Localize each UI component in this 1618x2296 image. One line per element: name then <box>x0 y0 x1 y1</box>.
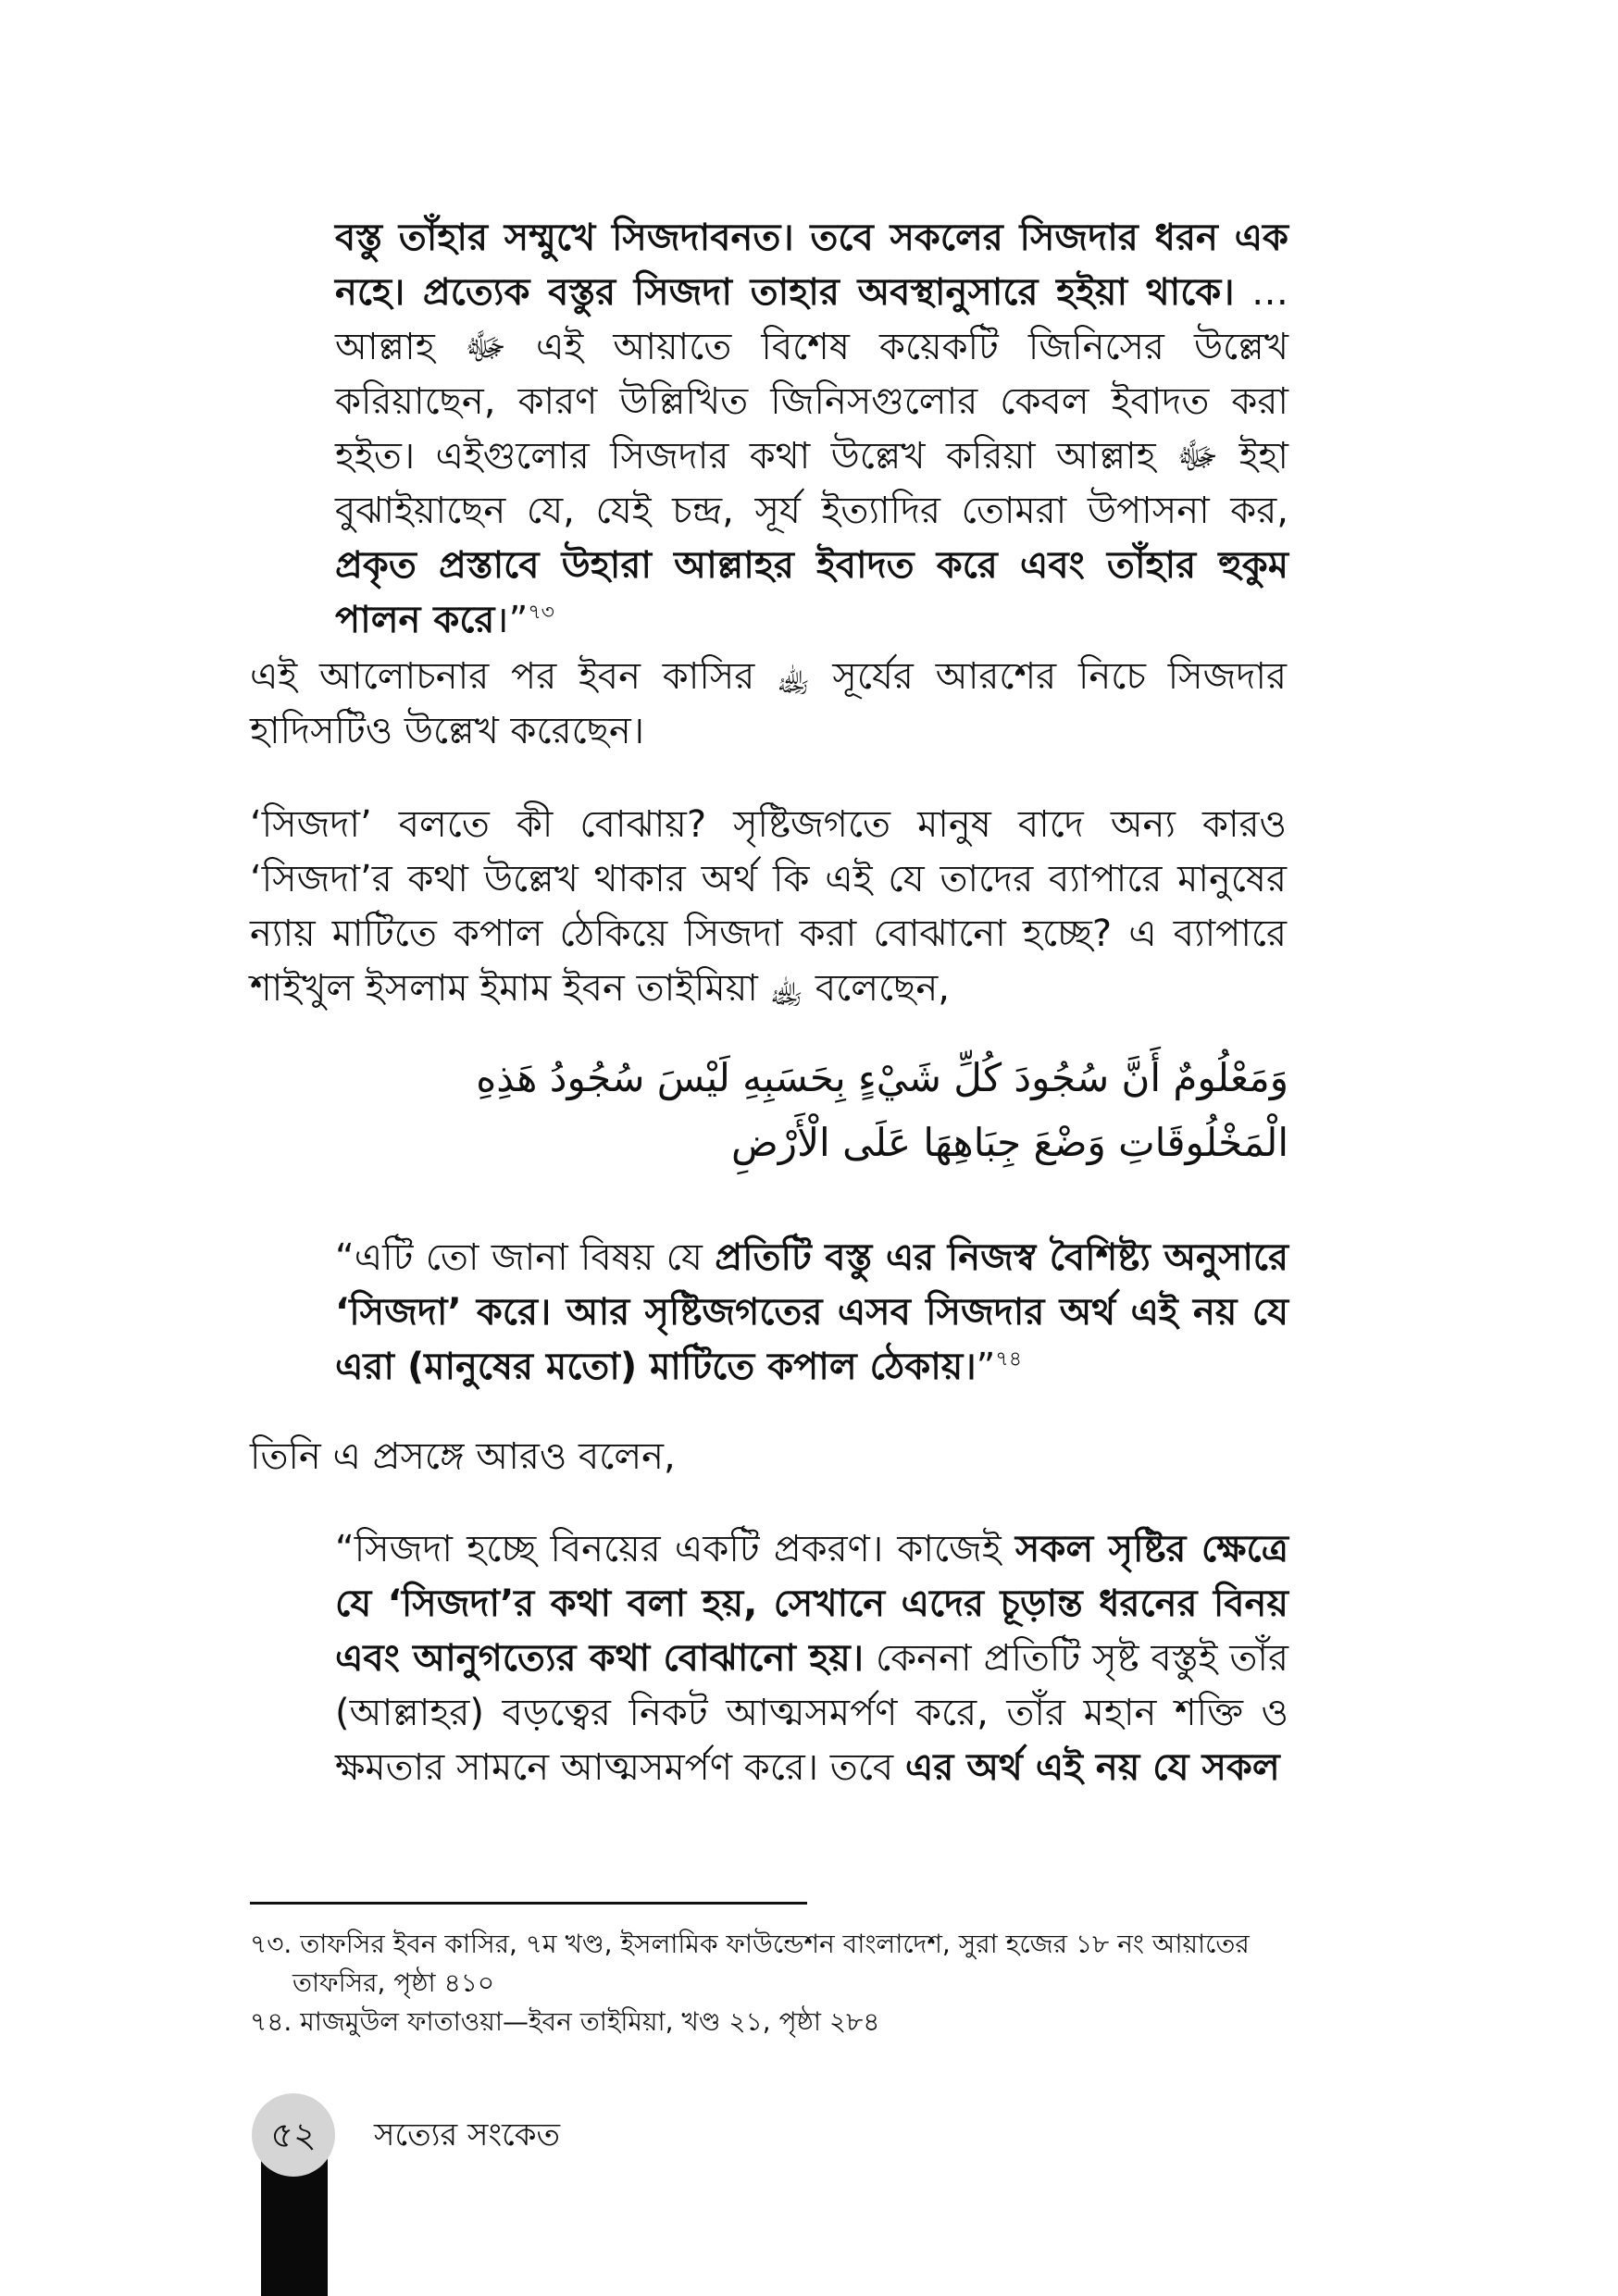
footnote-73-number: ৭৩. <box>250 1929 292 1959</box>
quote-block-1 <box>335 211 1288 648</box>
quote-3-plain-1: “সিজদা হচ্ছে বিনয়ের একটি প্রকরণ। কাজেই <box>335 1528 1015 1570</box>
quote-3-text <box>335 1522 1288 1795</box>
footnotes <box>250 1925 1291 2042</box>
quote-3-plain-2: কেননা প্রতিটি সৃষ্ট বস্তুই তাঁর (আল্লাহর) বড়ত্বের নিকট আত্মসমর্পণ করে, তাঁর মহান শক্তি ও ক্ষমতার সামনে আত্মসমর্পণ করে। তবে <box>335 1637 1288 1789</box>
footnote-74-text: মাজমুউল ফাতাওয়া—ইবন তাইমিয়া, খণ্ড ২১, পৃষ্ঠা ২৮৪ <box>300 2006 880 2037</box>
footnote-73-text: তাফসির ইবন কাসির, ৭ম খণ্ড, ইসলামিক ফাউন্ডেশন বাংলাদেশ, সুরা হজের ১৮ নং আয়াতের <box>300 1929 1250 1959</box>
body-paragraph-3 <box>250 1430 1287 1484</box>
quote-1-plain-2: ।” <box>494 599 529 641</box>
quote-2-plain-1: “এটি তো জানা বিষয় যে <box>335 1236 716 1279</box>
quote-1-text <box>335 211 1288 648</box>
footnote-ref-73: ৭৩ <box>528 601 554 625</box>
paragraph-1-text: এই আলোচনার পর ইবন কাসির ﵀ সূর্যের আরশের নিচে সিজদার হাদিসটিও উল্লেখ করেছেন। <box>250 655 1287 752</box>
footnote-73 <box>250 1925 1291 2003</box>
footnote-73-continuation: তাফসির, পৃষ্ঠা ৪১০ <box>292 1967 495 1998</box>
page-number: ৫২ <box>252 2093 335 2177</box>
quote-2-text <box>335 1231 1288 1395</box>
paragraph-3-text: তিনি এ প্রসঙ্গে আরও বলেন, <box>250 1435 676 1478</box>
footnote-ref-74: ৭৪ <box>995 1347 1022 1371</box>
book-title: সত্যের সংকেত <box>374 2116 561 2153</box>
paragraph-2-text: ‘সিজদা’ বলতে কী বোঝায়? সৃষ্টিজগতে মানুষ বাদে অন্য কারও ‘সিজদা’র কথা উল্লেখ থাকার অর্থ কি এই যে তাদের ব্যাপারে মানুষের ন্যায় মাটিতে কপাল ঠেকিয়ে সিজদা করা বোঝানো হচ্ছে? এ ব্যাপারে শাইখুল ইসলাম ইমাম ইবন তাইমিয়া ﵀ বলেছেন, <box>250 803 1287 1010</box>
arabic-quote-text: وَمَعْلُومٌ أَنَّ سُجُودَ كُلِّ شَيْءٍ بِحَسَبِهِ لَيْسَ سُجُودُ هَذِهِ الْمَخْلُوقَاتِ وَضْعَ جِبَاهِهَا عَلَى الْأَرْضِ <box>476 1055 1288 1165</box>
quote-2-plain-2: ” <box>976 1346 996 1388</box>
body-paragraph-1 <box>250 650 1287 759</box>
quote-3-bold-1: সকল সৃষ্টির ক্ষেত্রে যে ‘সিজদা’র কথা বলা হয়, সেখানে এদের চূড়ান্ত ধরনের বিনয় এবং আনুগত্যের কথা বোঝানো হয়। <box>335 1528 1288 1680</box>
quote-1-plain-1: … আল্লাহ ﷻ এই আয়াতে বিশেষ কয়েকটি জিনিসের উল্লেখ করিয়াছেন, কারণ উল্লিখিত জিনিসগুলোর কেবল ইবাদত করা হইত। এইগুলোর সিজদার কথা উল্লেখ করিয়া আল্লাহ ﷻ ইহা বুঝাইয়াছেন যে, যেই চন্দ্র, সূর্য ইত্যাদির তোমরা উপাসনা কর, <box>335 271 1289 532</box>
footnote-74 <box>250 2003 1291 2042</box>
quote-2-bold-1: প্রতিটি বস্তু এর নিজস্ব বৈশিষ্ট্য অনুসারে ‘সিজদা’ করে। আর সৃষ্টিজগতের এসব সিজদার অর্থ এই নয় যে এরা (মানুষের মতো) মাটিতে কপাল ঠেকায়। <box>335 1236 1288 1388</box>
quote-1-bold-1: বস্তু তাঁহার সম্মুখে সিজদাবনত। তবে সকলের সিজদার ধরন এক নহে। প্রত্যেক বস্তুর সিজদা তাহার অবস্থানুসারে হইয়া থাকে। <box>335 217 1288 314</box>
quote-block-2 <box>335 1231 1288 1395</box>
body-paragraph-2 <box>250 798 1287 1016</box>
quote-1-bold-2: প্রকৃত প্রস্তাবে উহারা আল্লাহর ইবাদত করে এবং তাঁহার হুকুম পালন করে <box>335 544 1288 641</box>
quote-block-3 <box>335 1522 1288 1795</box>
footnote-divider <box>250 1902 807 1905</box>
arabic-quote-block <box>335 1046 1288 1175</box>
footnote-74-number: ৭৪. <box>250 2006 292 2037</box>
quote-3-bold-2: এর অর্থ এই নয় যে সকল <box>904 1746 1280 1789</box>
